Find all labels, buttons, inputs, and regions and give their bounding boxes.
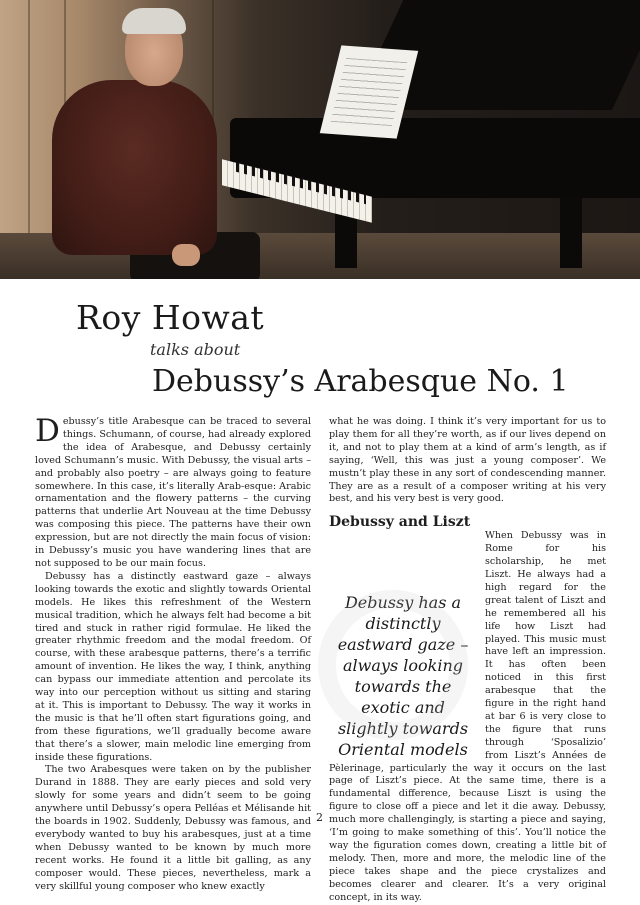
paragraph-2: Debussy has a distinctly eastward gaze – always looking towards the exotic and slightly towards Oriental models. He likes this refreshment of the Western musical tradition, which he always felt had become a bit tired and stuck in rather rigid formulae. He liked the greater rhythmic freedom and the modal freedom. Of course, with these arabesque patterns, there’s a terrific amount of invention. He likes the way, I think, anything can bypass our immediate attention and percolate its way into our perception without us sitting and staring at it. This is important to Debussy. The way it works in the music is that he’ll often start figurations going, and from these figurations, we’ll gradually become aware that there’s a slower, main melodic line emerging from inside these figurations. bbox=[35, 570, 311, 763]
author-name: Roy Howat bbox=[76, 298, 265, 337]
paragraph-3: The two Arabesques were taken on by the publisher Durand in 1888. They are early pieces and sold very slowly for some years and didn’t seem to be going anywhere until Debussy’s opera Pelléas et Mélisande hit the boards in 1902. Suddenly, Debussy was famous, and everybody wanted to buy his arabesques, just at a time when Debussy wanted to be known by much more recent works. He found it a little bit galling, as any composer would. These pieces, nevertheless, mark a very skillful young composer who knew exactly bbox=[35, 764, 311, 892]
pianist-torso bbox=[52, 80, 217, 255]
left-column bbox=[35, 413, 311, 894]
pianist-hair bbox=[122, 8, 186, 34]
article-title: Debussy’s Arabesque No. 1 bbox=[152, 364, 569, 399]
pianist-hand bbox=[172, 244, 200, 266]
right-column bbox=[329, 416, 606, 905]
paragraph-text: ebussy’s title Arabesque can be traced to several things. Schumann, of course, had already explored the idea of Arabesque, and Debussy certainly loved Schumann’s music. With Debussy, the visual arts – and probably also poetry – are always going to feature somewhere. In this case, it’s literally Arab-esque: Arabic ornamentation and the flowery patterns – the curving patterns that underlie Art Nouveau at the time Debussy was composing this piece. The patterns have their own expression, but are not directly the main focus of vision: in Debussy’s music you have wandering lines that are not supposed to be our main focus. bbox=[35, 416, 311, 569]
paragraph-1 bbox=[35, 413, 311, 571]
paragraph-text: When Debussy was in Rome for his scholarship, he met Liszt. He always had a high regard for the great talent of Liszt and he remembered all his life how Liszt had played. This music must have left an impression. It has often been noticed in this first arabesque that the figure in the right hand at bar 6 is very close to the figure that runs through ‘Sposalizio’ from Liszt’s Années de Pèlerinage, particularly the way it occurs on the last page of Liszt’s piece. At the same time, there is a fundamental difference, because Liszt is using the figure to close off a piece and let it die away. Debussy, much more challengingly, is starting a piece and saying, ‘I’m going to make something of this’. You’ll notice the way the figuration comes down, creating a little bit of melody. Then, more and more, the melodic line of the piece takes shape and the piece crystalizes and becomes clearer and clearer. It’s a very original concept, in its way. bbox=[329, 530, 606, 903]
paragraph-continued: what he was doing. I think it’s very important for us to play them for all they’re worth, as if our lives depend on it, and not to play them at a kind of arm’s length, as if saying, ‘Well, this was just a young composer’. We mustn’t play these in any sort of condescending manner. They are as a result of a composer writing at his very best, and his very best is very good. bbox=[329, 416, 606, 505]
piano-leg bbox=[560, 198, 582, 268]
header-photo bbox=[0, 0, 640, 279]
section-heading: Debussy and Liszt bbox=[329, 514, 471, 531]
paragraph-liszt bbox=[329, 530, 606, 904]
drop-cap: D bbox=[35, 413, 60, 449]
page-number: 2 bbox=[316, 811, 323, 824]
subtitle: talks about bbox=[150, 340, 241, 359]
pull-quote: Debussy has a distinctly eastward gaze – always looking towards the exotic and slightly towards Oriental models bbox=[337, 593, 469, 760]
